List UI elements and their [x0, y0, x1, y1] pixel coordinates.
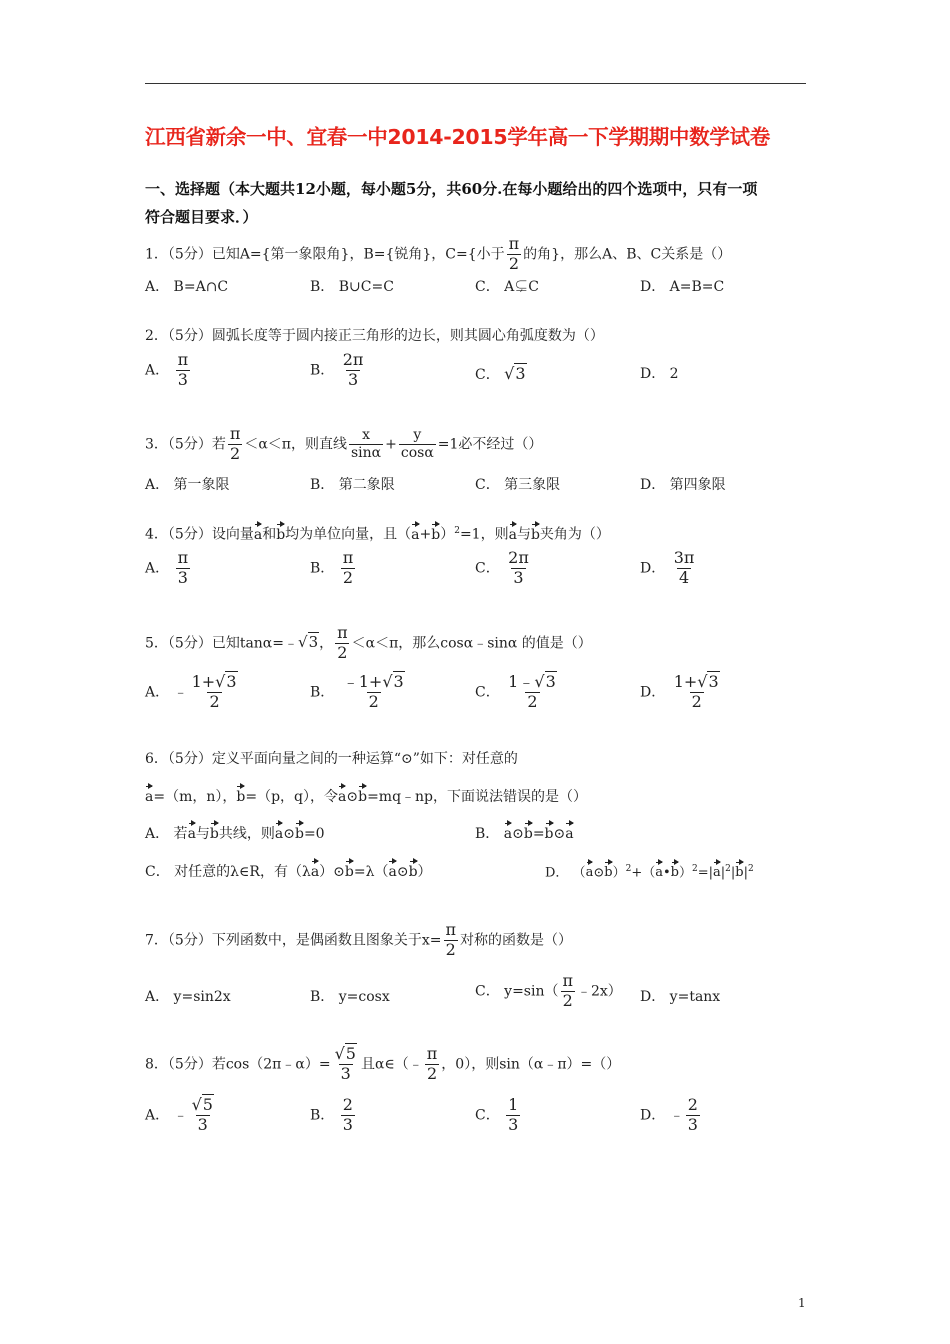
q6-option-d: D． $(a⊙b)^2+(a•b)^2=|a|^2|b|^2$ [545, 858, 754, 884]
question-5: 5．（5分）已知tanα=﹣√3， $\frac{\pi}{2}$ ＜α＜π，那么cosα﹣sinα 的值是（） [145, 623, 592, 662]
q8-option-a: A． ﹣ $\frac{√5}{3}$ [145, 1095, 213, 1134]
q4-option-b: B． $\frac{\pi}{2}$ [310, 548, 354, 587]
q2-option-d: D． 2 [640, 366, 679, 382]
q6-option-b: B． a⊙b=b⊙a [475, 820, 574, 845]
q1-option-d: D． A=B=C [640, 279, 725, 295]
q7-option-a: A． y=sin2x [145, 989, 231, 1005]
page-number: 1 [798, 1296, 806, 1310]
q6-option-a: A． 若a与b共线，则a⊙b=0 [145, 820, 325, 845]
question-6-cont: a=（m，n），b=（p，q），令a⊙b=mq﹣np，下面说法错误的是（） [145, 783, 587, 808]
q2-option-a: A． $\frac{\pi}{3}$ [145, 350, 189, 389]
q3-option-b: B． 第二象限 [310, 477, 395, 493]
q5-option-d: D． $\frac{1+√3}{2}$ [640, 672, 719, 711]
q8-option-d: D． ﹣ $\frac{2}{3}$ [640, 1095, 698, 1134]
q5-option-a: A． ﹣ $\frac{1+√3}{2}$ [145, 672, 237, 711]
q2-option-b: B． $\frac{2\pi}{3}$ [310, 350, 364, 389]
q6-option-c: C． 对任意的λ∈R，有（λa）⊙b=λ（a⊙b） [145, 858, 432, 883]
question-6: 6．（5分）定义平面向量之间的一种运算“⊙”如下：对任意的 [145, 751, 518, 767]
q1-option-c: C． A⊊C [475, 279, 539, 295]
header-rule [145, 83, 806, 84]
question-4: 4．（5分）设向量a和b均为单位向量，且$(a+b)^2=1$，则a与b夹角为（） [145, 520, 610, 546]
q3-option-a: A． 第一象限 [145, 477, 230, 493]
question-8: 8．（5分）若cos（2π﹣α）= $\frac{√5}{3}$ 且α∈（﹣ $\frac{\pi}{2}$ ，0），则sin（α﹣π）=（） [145, 1044, 621, 1083]
q7-option-d: D． y=tanx [640, 989, 721, 1005]
q4-option-d: D． $\frac{3\pi}{4}$ [640, 548, 695, 587]
question-7: 7．（5分）下列函数中，是偶函数且图象关于x= $\frac{\pi}{2}$ 对称的函数是（） [145, 920, 572, 959]
q7-option-c: C． y=sin（ $\frac{\pi}{2}$ ﹣2x） [475, 971, 622, 1010]
q2-option-c: C． √3 [475, 364, 526, 383]
q4-option-c: C． $\frac{2\pi}{3}$ [475, 548, 529, 587]
q3-option-d: D． 第四象限 [640, 477, 726, 493]
q7-option-b: B． y=cosx [310, 989, 390, 1005]
q4-option-a: A． $\frac{\pi}{3}$ [145, 548, 189, 587]
section-heading-cont: 符合题目要求．） [145, 208, 258, 226]
question-3: 3．（5分）若 $\frac{\pi}{2}$ ＜α＜π，则直线 $\frac{x}{\sin\alpha}$ + $\frac{y}{\cos\alpha}$ =1必不经过（） [145, 424, 543, 463]
q3-option-c: C． 第三象限 [475, 477, 561, 493]
q8-option-c: C． $\frac{1}{3}$ [475, 1095, 519, 1134]
fraction: $\frac{\pi}{2}$ [508, 234, 520, 273]
q1-option-a: A． B=A∩C [145, 279, 229, 295]
q5-option-c: C． $\frac{1﹣√3}{2}$ [475, 672, 556, 711]
question-2: 2．（5分）圆弧长度等于圆内接正三角形的边长，则其圆心角弧度数为（） [145, 328, 604, 344]
page-title: 江西省新余一中、宜春一中2014-2015学年高一下学期期中数学试卷 [145, 125, 770, 149]
q1-option-b: B． B∪C=C [310, 279, 394, 295]
question-1: 1．（5分）已知A={第一象限角}，B={锐角}，C={小于 $\frac{\pi}{2}$ 的角}，那么A、B、C关系是（） [145, 234, 732, 273]
q8-option-b: B． $\frac{2}{3}$ [310, 1095, 353, 1134]
q5-option-b: B． $\frac{﹣1+√3}{2}$ [310, 672, 404, 711]
section-heading: 一、选择题（本大题共12小题，每小题5分，共60分.在每小题给出的四个选项中，只有一项 [145, 180, 758, 198]
